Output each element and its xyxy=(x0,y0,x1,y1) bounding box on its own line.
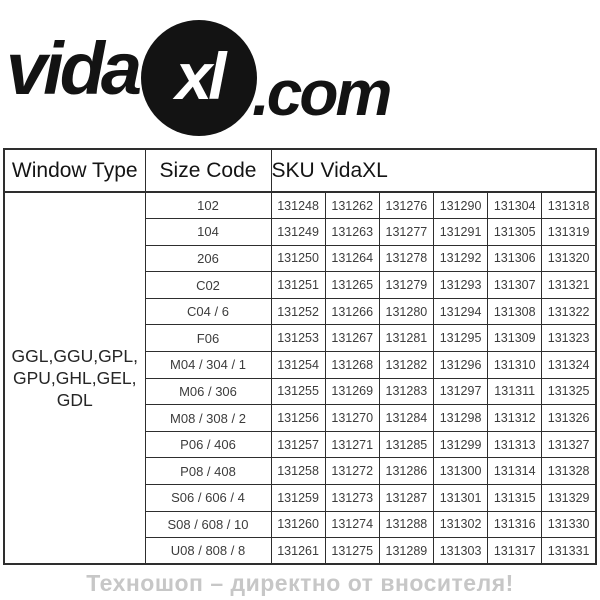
sku-cell: 131326 xyxy=(542,405,596,432)
sku-cell: 131313 xyxy=(488,431,542,458)
size-code-cell: M04 / 304 / 1 xyxy=(145,352,271,379)
sku-cell: 131300 xyxy=(433,458,487,485)
footer-banner xyxy=(0,570,600,597)
sku-cell: 131316 xyxy=(488,511,542,538)
sku-cell: 131275 xyxy=(325,538,379,565)
vidaxl-logo xyxy=(0,8,600,138)
sku-cell: 131289 xyxy=(379,538,433,565)
logo-text-vida: vida xyxy=(6,27,139,110)
sku-cell: 131318 xyxy=(542,192,596,219)
page xyxy=(0,8,600,600)
sku-cell: 131295 xyxy=(433,325,487,352)
size-code-cell: S08 / 608 / 10 xyxy=(145,511,271,538)
sku-cell: 131262 xyxy=(325,192,379,219)
sku-cell: 131328 xyxy=(542,458,596,485)
sku-cell: 131299 xyxy=(433,431,487,458)
sku-cell: 131273 xyxy=(325,485,379,512)
sku-cell: 131303 xyxy=(433,538,487,565)
sku-cell: 131276 xyxy=(379,192,433,219)
sku-cell: 131263 xyxy=(325,219,379,246)
sku-cell: 131274 xyxy=(325,511,379,538)
sku-cell: 131250 xyxy=(271,245,325,272)
sku-cell: 131291 xyxy=(433,219,487,246)
size-code-cell: P08 / 408 xyxy=(145,458,271,485)
sku-cell: 131290 xyxy=(433,192,487,219)
window-type-line: GGL,GGU,GPL, xyxy=(11,345,138,366)
sku-cell: 131248 xyxy=(271,192,325,219)
logo-xl-circle-icon xyxy=(141,20,257,136)
sku-cell: 131309 xyxy=(488,325,542,352)
sku-cell: 131268 xyxy=(325,352,379,379)
sku-cell: 131294 xyxy=(433,298,487,325)
sku-cell: 131278 xyxy=(379,245,433,272)
sku-cell: 131311 xyxy=(488,378,542,405)
size-code-cell: C04 / 6 xyxy=(145,298,271,325)
sku-cell: 131249 xyxy=(271,219,325,246)
sku-cell: 131327 xyxy=(542,431,596,458)
logo-text-xl: xl xyxy=(175,39,223,113)
window-type-line: GDL xyxy=(56,390,93,411)
sku-cell: 131297 xyxy=(433,378,487,405)
sku-cell: 131310 xyxy=(488,352,542,379)
sku-size-chart-table xyxy=(3,148,597,565)
sku-cell: 131304 xyxy=(488,192,542,219)
sku-cell: 131256 xyxy=(271,405,325,432)
sku-cell: 131283 xyxy=(379,378,433,405)
sku-cell: 131307 xyxy=(488,272,542,299)
sku-cell: 131284 xyxy=(379,405,433,432)
sku-cell: 131277 xyxy=(379,219,433,246)
sku-cell: 131251 xyxy=(271,272,325,299)
sku-cell: 131314 xyxy=(488,458,542,485)
window-type-cell xyxy=(4,192,145,564)
size-code-cell: C02 xyxy=(145,272,271,299)
sku-cell: 131281 xyxy=(379,325,433,352)
sku-cell: 131329 xyxy=(542,485,596,512)
sku-cell: 131257 xyxy=(271,431,325,458)
sku-cell: 131254 xyxy=(271,352,325,379)
sku-cell: 131315 xyxy=(488,485,542,512)
sku-cell: 131266 xyxy=(325,298,379,325)
sku-cell: 131296 xyxy=(433,352,487,379)
sku-cell: 131280 xyxy=(379,298,433,325)
sku-cell: 131322 xyxy=(542,298,596,325)
sku-cell: 131259 xyxy=(271,485,325,512)
sku-cell: 131325 xyxy=(542,378,596,405)
sku-cell: 131267 xyxy=(325,325,379,352)
sku-cell: 131305 xyxy=(488,219,542,246)
size-code-cell: M08 / 308 / 2 xyxy=(145,405,271,432)
sku-cell: 131292 xyxy=(433,245,487,272)
size-code-cell: 102 xyxy=(145,192,271,219)
sku-cell: 131265 xyxy=(325,272,379,299)
sku-cell: 131320 xyxy=(542,245,596,272)
sku-cell: 131324 xyxy=(542,352,596,379)
header-row xyxy=(4,149,596,192)
sku-cell: 131285 xyxy=(379,431,433,458)
sku-cell: 131269 xyxy=(325,378,379,405)
sku-cell: 131279 xyxy=(379,272,433,299)
size-code-cell: P06 / 406 xyxy=(145,431,271,458)
sku-cell: 131302 xyxy=(433,511,487,538)
sku-cell: 131272 xyxy=(325,458,379,485)
size-code-cell: 206 xyxy=(145,245,271,272)
logo-text-com: .com xyxy=(252,57,390,129)
sku-cell: 131312 xyxy=(488,405,542,432)
sku-cell: 131286 xyxy=(379,458,433,485)
sku-cell: 131253 xyxy=(271,325,325,352)
sku-cell: 131252 xyxy=(271,298,325,325)
sku-cell: 131308 xyxy=(488,298,542,325)
header-sku-vidaxl: SKU VidaXL xyxy=(271,149,596,192)
sku-cell: 131261 xyxy=(271,538,325,565)
sku-cell: 131306 xyxy=(488,245,542,272)
sku-cell: 131255 xyxy=(271,378,325,405)
sku-cell: 131287 xyxy=(379,485,433,512)
sku-cell: 131331 xyxy=(542,538,596,565)
footer-text: Техношоп – директно от вносителя! xyxy=(86,570,514,597)
sku-cell: 131288 xyxy=(379,511,433,538)
sku-cell: 131270 xyxy=(325,405,379,432)
sku-cell: 131271 xyxy=(325,431,379,458)
size-code-cell: 104 xyxy=(145,219,271,246)
size-code-cell: S06 / 606 / 4 xyxy=(145,485,271,512)
sku-cell: 131319 xyxy=(542,219,596,246)
sku-cell: 131264 xyxy=(325,245,379,272)
window-type-line: GPU,GHL,GEL, xyxy=(12,367,137,388)
sku-cell: 131301 xyxy=(433,485,487,512)
sku-cell: 131298 xyxy=(433,405,487,432)
size-code-cell: F06 xyxy=(145,325,271,352)
table-row xyxy=(4,192,596,219)
size-code-cell: U08 / 808 / 8 xyxy=(145,538,271,565)
sku-cell: 131293 xyxy=(433,272,487,299)
size-code-cell: M06 / 306 xyxy=(145,378,271,405)
sku-cell: 131317 xyxy=(488,538,542,565)
table-body xyxy=(4,192,596,564)
sku-cell: 131330 xyxy=(542,511,596,538)
sku-cell: 131321 xyxy=(542,272,596,299)
sku-cell: 131260 xyxy=(271,511,325,538)
header-size-code: Size Code xyxy=(145,149,271,192)
sku-cell: 131323 xyxy=(542,325,596,352)
sku-cell: 131282 xyxy=(379,352,433,379)
header-window-type: Window Type xyxy=(4,149,145,192)
sku-cell: 131258 xyxy=(271,458,325,485)
